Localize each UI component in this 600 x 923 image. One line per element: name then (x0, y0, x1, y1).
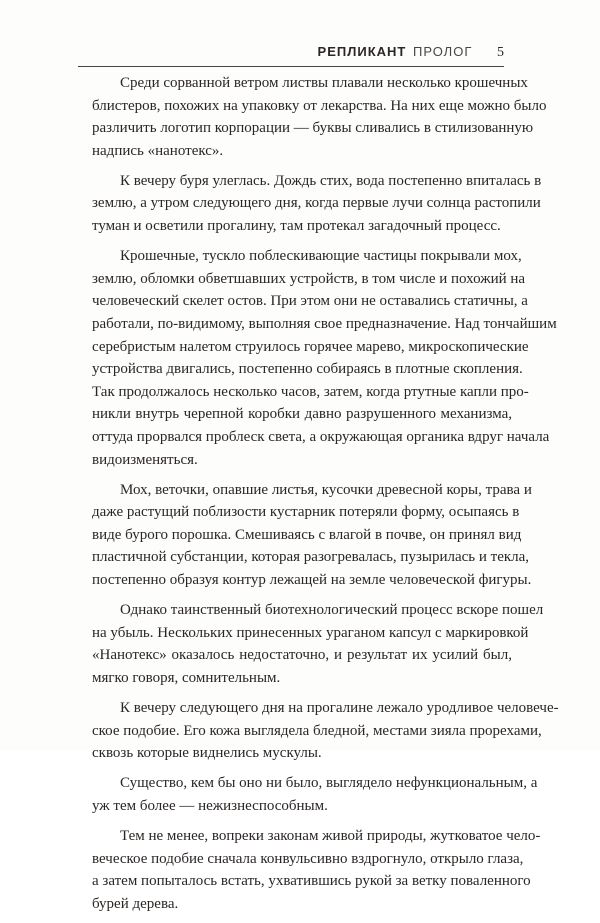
text-line: виде бурого порошка. Смешиваясь с влагой в почве, он принял вид (92, 526, 522, 543)
paragraph (92, 772, 538, 817)
text-line: серебристым налетом струилось горячее марево, микроскопические (92, 338, 529, 355)
text-line: оттуда прорвался проблеск света, а окружающая органика вдруг начала (92, 428, 550, 445)
paragraph (92, 825, 541, 915)
paragraph (92, 697, 559, 765)
text-line: Так продолжалось несколько часов, затем, когда ртутные капли про- (92, 383, 529, 400)
text-line: надпись «нанотекс». (92, 142, 224, 159)
text-line: ское подобие. Его кожа выглядела бледной, местами зияла прорехами, (92, 722, 542, 739)
text-line: Среди сорванной ветром листвы плавали несколько крошечных (120, 75, 528, 91)
text-line: Крошечные, тускло поблескивающие частицы покрывали мох, (120, 248, 522, 265)
text-line: постепенно образуя контур лежащей на земле человеческой фигуры. (92, 571, 532, 588)
text-line: К вечеру буря улеглась. Дождь стих, вода постепенно впиталась в (120, 172, 542, 189)
text-line: устройства двигались, постепенно собираясь в плотные скопления. (92, 361, 523, 378)
text-line: Тем не менее, вопреки законам живой природы, жутковатое чело- (120, 827, 541, 844)
text-line: сквозь которые виднелись мускулы. (92, 745, 322, 762)
text-line: Однако таинственный биотехнологический процесс вскоре пошел (120, 602, 544, 619)
body-text (92, 72, 559, 923)
text-line: на убыль. Нескольких принесенных ураганом капсул с маркировкой (92, 624, 529, 641)
text-line: различить логотип корпорации — буквы сливались в стилизованную (92, 120, 534, 137)
text-line: веческое подобие сначала конвульсивно вздрогнуло, открыло глаза, (92, 850, 524, 867)
text-line: землю, а утром следующего дня, когда первые лучи солнца растопили (92, 195, 541, 212)
paragraph (92, 170, 542, 238)
text-line: «Нанотекс» оказалось недостаточно, и результат их усилий был, (92, 647, 512, 664)
text-line: Существо, кем бы оно ни было, выглядело нефункциональным, а (120, 775, 538, 792)
text-line: никли внутрь черепной коробки давно разрушенного механизма, (92, 406, 512, 423)
text-line: мягко говоря, сомнительным. (92, 669, 281, 686)
text-line: бурей дерева. (92, 895, 179, 912)
text-line: блистеров, похожих на упаковку от лекарства. На них еще можно было (92, 97, 547, 114)
text-line: землю, обломки обветшавших устройств, в том числе и похожий на (92, 270, 526, 287)
text-line: видоизменяться. (92, 451, 198, 468)
text-line: работали, по-видимому, выполняя свое предназначение. Над тончайшим (92, 315, 557, 332)
text-line: уж тем более — нежизнеспособным. (92, 797, 328, 814)
running-header (78, 44, 504, 67)
text-line: Мох, веточки, опавшие листья, кусочки древесной коры, трава и (120, 481, 532, 498)
paragraph (92, 72, 547, 162)
paragraph (92, 245, 557, 471)
text-line: туман и осветили прогалину, там протекал загадочный процесс. (92, 218, 501, 235)
text-line: К вечеру следующего дня на прогалине лежало уродливое человече- (120, 699, 559, 716)
page-number: 5 (497, 45, 504, 60)
text-line: пластичной субстанции, которая разогревалась, пузырилась и текла, (92, 549, 530, 566)
text-line: даже растущий поблизости кустарник потеряли форму, осыпаясь в (92, 504, 520, 521)
text-line: а затем попыталось встать, ухватившись рукой за ветку поваленного (92, 873, 531, 890)
paragraph (92, 599, 544, 689)
chapter-title: ПРОЛОГ (412, 44, 473, 59)
text-line: человеческий скелет остов. При этом они не оставались статичны, а (92, 293, 528, 310)
paragraph (92, 479, 532, 592)
book-title: РЕПЛИКАНТ (317, 44, 407, 59)
